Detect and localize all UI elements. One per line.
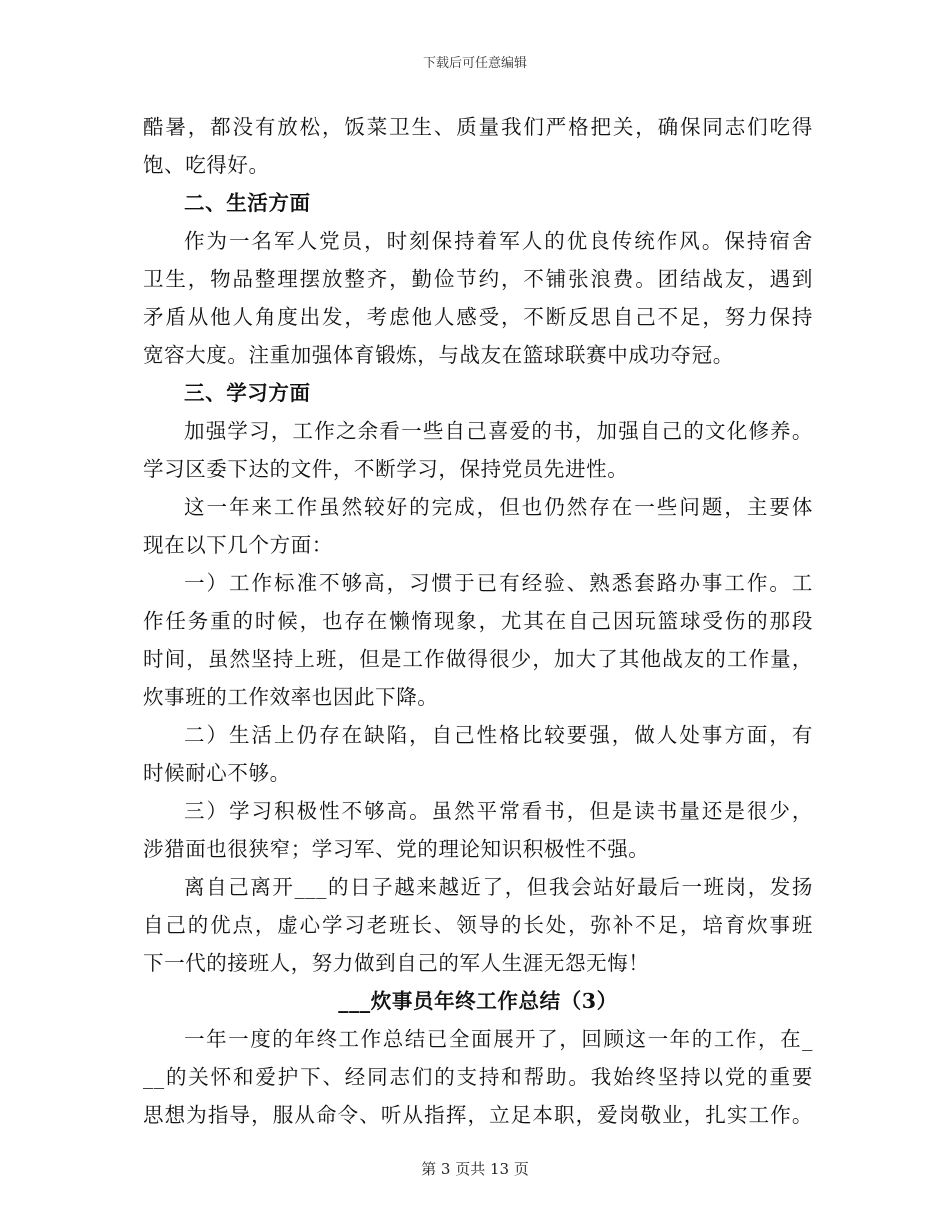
paragraph-line: 这一年来工作虽然较好的完成，但也仍然存在一些问题，主要体	[184, 495, 813, 519]
paragraph-line: 酷暑，都没有放松，饭菜卫生、质量我们严格把关，确保同志们吃得	[143, 115, 813, 139]
paragraph-line: 作任务重的时候，也存在懒惰现象，尤其在自己因玩篮球受伤的那段	[143, 609, 813, 633]
paragraph-line: 时候耐心不够。	[143, 761, 291, 785]
paragraph-line: 离自己离开___的日子越来越近了，但我会站好最后一班岗，发扬	[184, 875, 813, 899]
document-title: ___炊事员年终工作总结（3）	[338, 989, 618, 1013]
paragraph-line: 下一代的接班人，努力做到自己的军人生涯无怨无悔！	[143, 951, 650, 975]
page-number: 第 3 页共 13 页	[421, 1160, 529, 1178]
document-body	[143, 108, 813, 1134]
paragraph-line: 思想为指导，服从命令、听从指挥，立足本职，爱岗敬业，扎实工作。	[143, 1103, 813, 1127]
paragraph-line: __的关怀和爱护下、经同志们的支持和帮助。我始终坚持以党的重要	[143, 1065, 813, 1089]
section-heading: 二、生活方面	[184, 191, 311, 215]
paragraph-line: 饱、吃得好。	[143, 153, 270, 177]
page-header: 下载后可任意编辑	[422, 56, 527, 71]
paragraph-line: 作为一名军人党员，时刻保持着军人的优良传统作风。保持宿舍	[184, 229, 813, 253]
paragraph-line: 涉猎面也很狭窄；学习军、党的理论知识积极性不强。	[143, 837, 650, 861]
paragraph-line: 三）学习积极性不够高。虽然平常看书，但是读书量还是很少，	[184, 799, 813, 823]
paragraph-line: 二）生活上仍存在缺陷，自己性格比较要强，做人处事方面，有	[184, 723, 813, 747]
paragraph-line: 一）工作标准不够高，习惯于已有经验、熟悉套路办事工作。工	[184, 571, 813, 595]
paragraph-line: 矛盾从他人角度出发，考虑他人感受，不断反思自己不足，努力保持	[143, 305, 813, 329]
paragraph-line: 炊事班的工作效率也因此下降。	[143, 685, 439, 709]
section-heading: 三、学习方面	[184, 381, 311, 405]
paragraph-line: 卫生，物品整理摆放整齐，勤俭节约，不铺张浪费。团结战友，遇到	[143, 267, 813, 291]
paragraph-line: 自己的优点，虚心学习老班长、领导的长处，弥补不足，培育炊事班	[143, 913, 813, 937]
paragraph-line: 现在以下几个方面：	[143, 533, 333, 557]
paragraph-line: 加强学习，工作之余看一些自己喜爱的书，加强自己的文化修养。	[184, 419, 813, 443]
paragraph-line: 学习区委下达的文件，不断学习，保持党员先进性。	[143, 457, 629, 481]
paragraph-line: 一年一度的年终工作总结已全面展开了，回顾这一年的工作，在_	[184, 1027, 813, 1051]
paragraph-line: 宽容大度。注重加强体育锻炼，与战友在篮球联赛中成功夺冠。	[143, 343, 734, 367]
paragraph-line: 时间，虽然坚持上班，但是工作做得很少，加大了其他战友的工作量，	[143, 647, 813, 671]
